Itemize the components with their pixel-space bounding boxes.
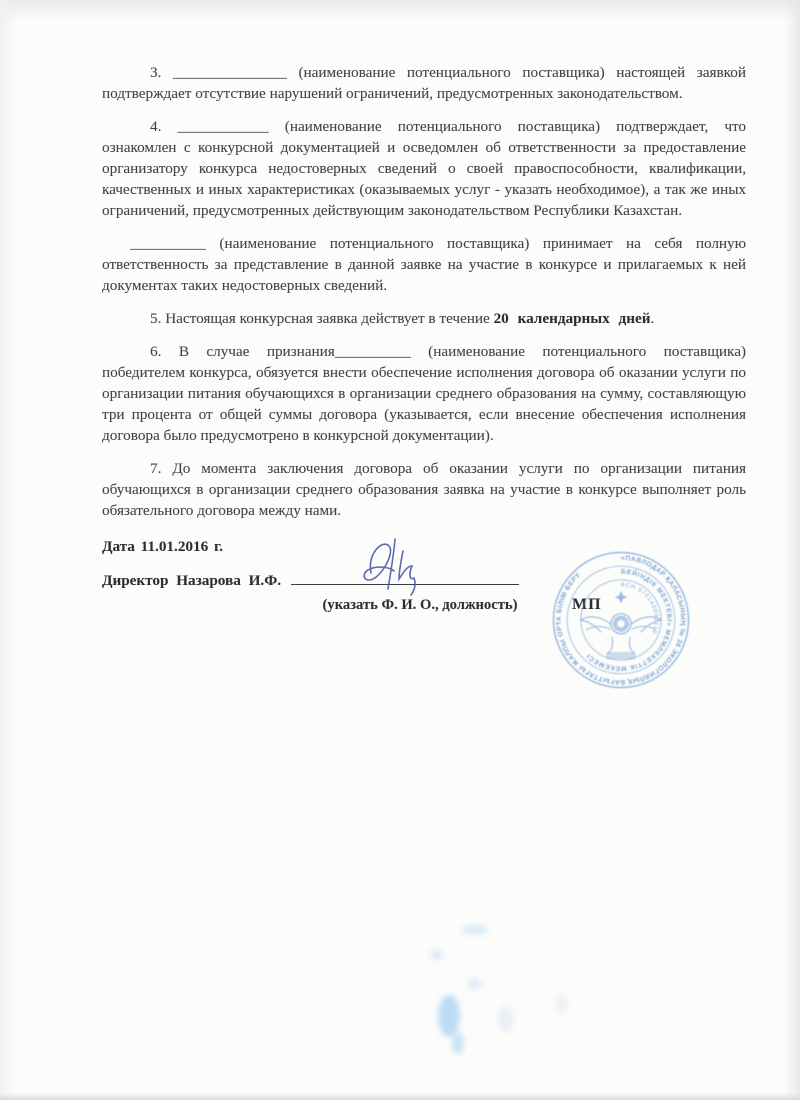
scan-edge-left bbox=[0, 0, 18, 1100]
clause-4: 4. ____________ (наименование потенциального поставщика) подтверждает, что ознакомлен с конкурсной документацией и осведомлен об ответственности за предоставление организатору конкурса недостоверных сведений о своей правоспособности, квалификации, качественных и иных характеристиках (оказываемых услуг - указать необходимое), а так же иных ограничений, предусмотренных действующим законодательством Республики Казахстан. bbox=[102, 118, 746, 219]
ink-bleed-smudge bbox=[556, 995, 568, 1013]
clause-6: 6. В случае признания__________ (наименование потенциального поставщика) победителем конкурса, обязуется внести обеспечение исполнения договора об оказании услуги по организации питания обучающихся в организации среднего образования на сумму, составляющую три процента от общей суммы договора (указывается, если внесение обеспечения исполнения договора было предусмотрено в конкурсной документации). bbox=[102, 343, 746, 444]
director-label: Директор Назарова И.Ф. bbox=[102, 572, 282, 589]
ink-bleed-smudge bbox=[430, 950, 444, 960]
handwritten-signature bbox=[337, 533, 447, 597]
document-body bbox=[102, 62, 746, 616]
scan-edge-right bbox=[784, 0, 800, 1100]
clause-3: 3. _______________ (наименование потенциального поставщика) настоящей заявкой подтверждает отсутствие нарушений ограничений, предусмотренных законодательством. bbox=[102, 64, 746, 102]
scan-edge-bottom bbox=[0, 1093, 800, 1100]
official-seal bbox=[542, 547, 700, 693]
clause-7: 7. До момента заключения договора об оказании услуги по организации питания обучающихся в организации среднего образования заявка на участие в конкурсе выполняет роль обязательного договора между нами. bbox=[102, 460, 746, 519]
seal-inner-text: БЕЙІНДІК МЕКТЕБІ» МЕМЛЕКЕТТІК МЕКЕМЕСІ bbox=[585, 568, 673, 672]
paragraphs bbox=[102, 62, 746, 521]
ink-bleed-smudge bbox=[438, 995, 460, 1037]
ink-bleed-smudge bbox=[498, 1005, 514, 1033]
scan-edge-top bbox=[0, 0, 800, 26]
seal-bin-text: БСН 970140002110 bbox=[620, 582, 659, 636]
ink-bleed-smudge bbox=[462, 925, 488, 935]
date-line: Дата 11.01.2016 г. bbox=[102, 538, 223, 555]
seal-outer-text: «ПАВЛОДАР ҚАЛАСЫНЫҢ № 36 ЭКОЛОГИЯЛЫҚ БАҒЫТТАҒЫ ЖАЛПЫ ОРТА БІЛІМ БЕРУ bbox=[555, 554, 687, 686]
signature-line bbox=[291, 570, 519, 585]
clause-5: 5. Настоящая конкурсная заявка действует в течение 20 календарных дней. bbox=[150, 310, 655, 327]
ink-bleed-smudge bbox=[452, 1032, 464, 1054]
ink-bleed-smudge bbox=[468, 978, 482, 990]
stamp-place-label: МП bbox=[572, 596, 602, 613]
signature-caption: (указать Ф. И. О., должность) bbox=[322, 597, 518, 613]
clause-liability: __________ (наименование потенциального поставщика) принимает на себя полную ответственность за представление в данной заявке на участие в конкурсе и прилагаемых к ней документах таких недостоверных сведений. bbox=[102, 235, 746, 294]
